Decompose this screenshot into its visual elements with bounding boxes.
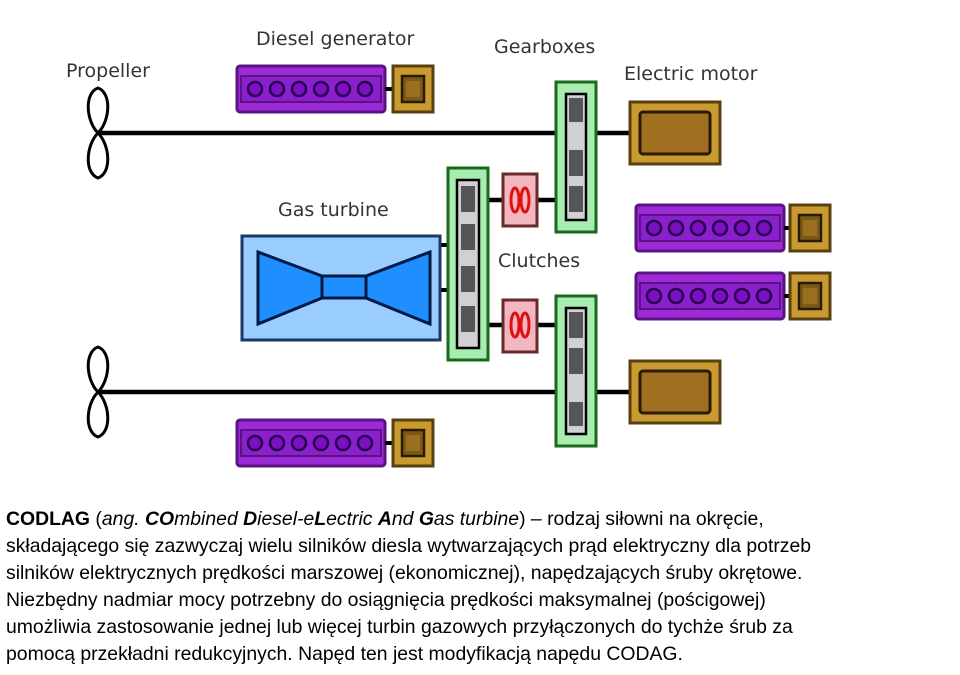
electric-motor-label: Electric motor: [624, 63, 758, 85]
mbined-text: mbined: [174, 508, 244, 530]
as-turbine-text: as turbine: [433, 508, 520, 530]
g-letter: G: [418, 508, 434, 530]
upper-clutch: [503, 174, 537, 226]
turbine-gearbox: [448, 168, 488, 360]
gearboxes-label: Gearboxes: [494, 36, 596, 58]
a-letter: A: [377, 508, 392, 530]
definition-text: ) – rodzaj siłowni na okręcie,: [519, 508, 764, 530]
upper-gearbox: [556, 82, 596, 232]
description-line-1: [6, 506, 956, 533]
description-line-2: składającego się zazwyczaj wielu silników diesla wytwarzających prąd elektryczny dla potrzeb: [6, 535, 812, 557]
description-text: [6, 506, 956, 668]
gas-turbine: [242, 236, 440, 340]
propeller-label: Propeller: [66, 60, 150, 82]
description-line-4: Niezbędny nadmiar mocy potrzebny do osiągnięcia prędkości maksymalnej (pościgowej): [6, 589, 766, 611]
diesel-generator-label: Diesel generator: [256, 28, 415, 50]
l-letter: L: [314, 508, 327, 530]
gas-turbine-label: Gas turbine: [278, 199, 389, 221]
electric-motor-top: [630, 102, 720, 164]
description-line-6: pomocą przekładni redukcyjnych. Napęd ten jest modyfikacją napędu CODAG.: [6, 643, 683, 665]
lower-clutch: [503, 300, 537, 352]
nd-text: nd: [391, 508, 419, 530]
clutches-label: Clutches: [498, 250, 581, 272]
diesel-generator-bottom: [237, 420, 433, 466]
description-line-5: umożliwia zastosowanie jednej lub więcej turbin gazowych przyłączonych do tychże śrub za: [6, 616, 793, 638]
lower-gearbox: [556, 296, 596, 446]
description-line-3: silników elektrycznych prędkości marszowej (ekonomicznej), napędzających śruby okrętowe.: [6, 562, 803, 584]
iesel-text: iesel-e: [257, 508, 315, 530]
codlag-abbr: CODLAG: [6, 508, 91, 530]
diesel-generator-right-1: [636, 205, 830, 251]
d-letter: D: [243, 508, 258, 530]
electric-motor-bottom: [630, 361, 720, 423]
diesel-generator-top: [237, 66, 433, 112]
ectric-text: ectric: [326, 508, 378, 530]
paren-open: (: [90, 508, 102, 530]
ang-label: ang.: [101, 508, 140, 530]
diesel-generator-right-2: [636, 273, 830, 319]
co-letters: CO: [145, 508, 175, 530]
